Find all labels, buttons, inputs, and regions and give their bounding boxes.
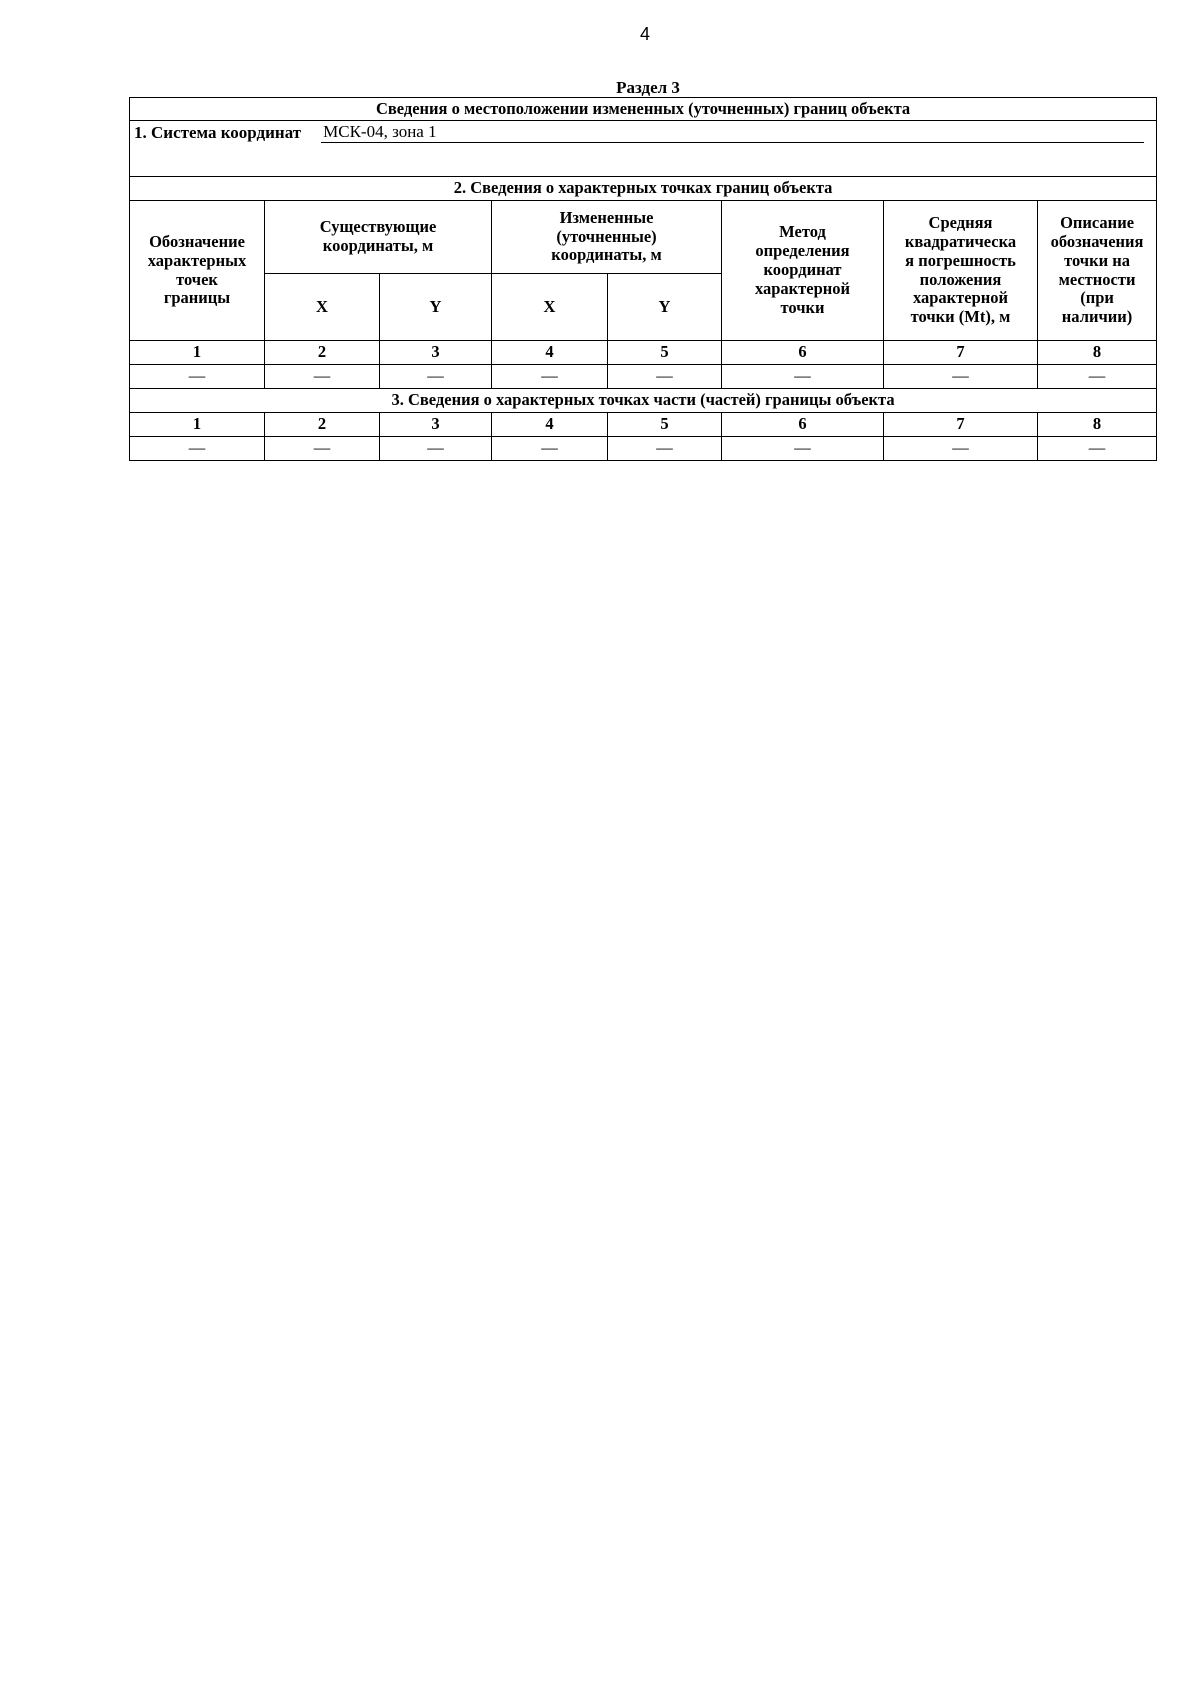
part3-title: 3. Сведения о характерных точках части (частей) границы объекта [130, 389, 1157, 413]
column-number: 4 [492, 413, 608, 437]
column-number: 6 [722, 341, 884, 365]
column-number: 4 [492, 341, 608, 365]
column-number: 1 [130, 413, 265, 437]
part2-column-numbers [130, 341, 1157, 365]
column-number: 7 [884, 413, 1038, 437]
header-designation: Обозначение характерных точек границы [130, 201, 265, 341]
table-cell: — [130, 437, 265, 461]
header-description: Описание обозначения точки на местности (при наличии) [1038, 201, 1157, 341]
table-cell: — [1038, 437, 1157, 461]
table-cell: — [265, 365, 380, 389]
column-number: 2 [265, 413, 380, 437]
table-cell: — [380, 437, 492, 461]
table-cell: — [608, 437, 722, 461]
table-cell: — [608, 365, 722, 389]
table-title: Сведения о местоположении измененных (уточненных) границ объекта [130, 98, 1157, 121]
column-number: 8 [1038, 341, 1157, 365]
part2-title: 2. Сведения о характерных точках границ объекта [130, 177, 1157, 201]
table-row [130, 437, 1157, 461]
column-number: 2 [265, 341, 380, 365]
table-cell: — [492, 437, 608, 461]
header-method: Метод определения координат характерной точки [722, 201, 884, 341]
table-cell: — [884, 365, 1038, 389]
column-number: 3 [380, 341, 492, 365]
table-cell: — [722, 437, 884, 461]
part3-column-numbers [130, 413, 1157, 437]
section-title: Раздел 3 [616, 78, 680, 97]
coordinate-system-value: МСК-04, зона 1 [321, 122, 1144, 143]
column-number: 7 [884, 341, 1038, 365]
boundary-table [129, 97, 1157, 461]
column-number: 5 [608, 341, 722, 365]
table-cell: — [130, 365, 265, 389]
table-cell: — [265, 437, 380, 461]
header-changed-coordinates: Измененные (уточненные) координаты, м [492, 201, 722, 274]
header-changed-x: X [492, 274, 608, 341]
column-number: 6 [722, 413, 884, 437]
header-existing-y: Y [380, 274, 492, 341]
coordinate-system-cell [130, 121, 1157, 177]
table-cell: — [722, 365, 884, 389]
table-cell: — [380, 365, 492, 389]
table-cell: — [884, 437, 1038, 461]
header-changed-y: Y [608, 274, 722, 341]
table-cell: — [492, 365, 608, 389]
column-number: 1 [130, 341, 265, 365]
header-mean-square-error: Средняя квадратическа я погрешность положения характерной точки (Mt), м [884, 201, 1038, 341]
header-existing-x: X [265, 274, 380, 341]
page-number: 4 [639, 24, 650, 44]
coordinate-system-label: 1. Система координат [134, 123, 302, 142]
table-row [130, 365, 1157, 389]
column-number: 8 [1038, 413, 1157, 437]
header-existing-coordinates: Существующие координаты, м [265, 201, 492, 274]
table-cell: — [1038, 365, 1157, 389]
column-number: 5 [608, 413, 722, 437]
column-number: 3 [380, 413, 492, 437]
